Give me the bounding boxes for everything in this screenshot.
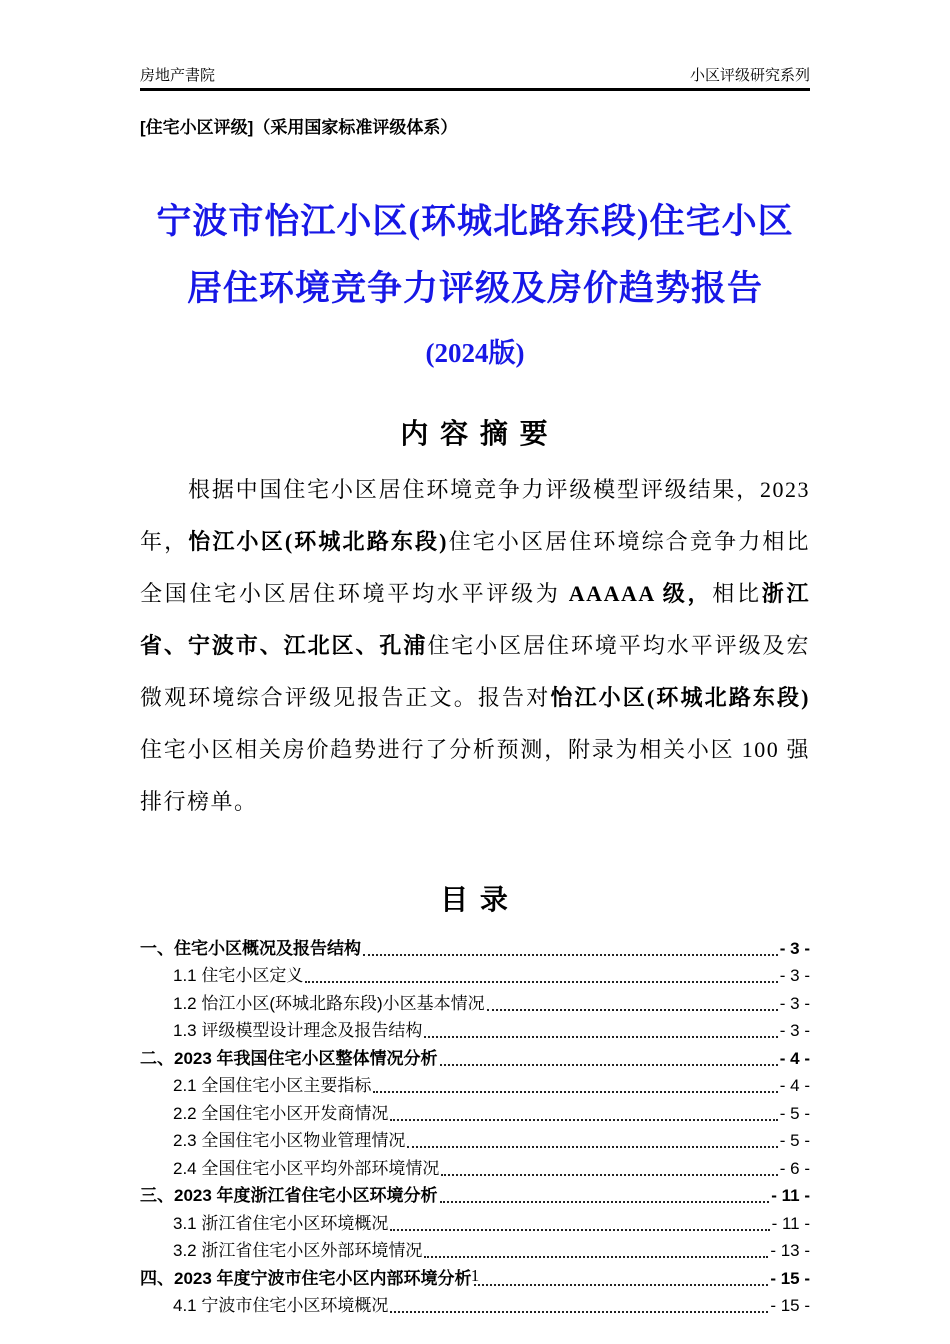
header-left-label: 房地产書院 — [140, 67, 216, 84]
toc-entry — [140, 1125, 810, 1153]
toc-entry-page: - 11 - — [771, 1213, 810, 1233]
toc-entry-page: - 15 - — [770, 1296, 810, 1315]
toc-heading: 目 录 — [440, 884, 510, 915]
dot-leader — [305, 981, 777, 983]
dot-leader — [390, 1311, 768, 1313]
toc-entry-page: - 13 - — [770, 1241, 810, 1260]
toc-entry-label: 2.1 全国住宅小区主要指标 — [173, 1076, 372, 1095]
toc-entry-page: - 3 - — [779, 966, 810, 985]
toc-entry — [140, 1015, 810, 1043]
report-edition: (2024版) — [425, 338, 525, 368]
table-of-contents — [140, 932, 810, 1317]
toc-entry-page: - 3 - — [779, 1021, 810, 1040]
toc-entry — [140, 987, 810, 1015]
toc-entry — [140, 960, 810, 988]
toc-entry-label: 4.1 宁波市住宅小区环境概况 — [173, 1296, 389, 1315]
toc-entry — [140, 1042, 810, 1070]
report-title — [140, 188, 810, 322]
rating-system-label: [住宅小区评级]（采用国家标准评级体系） — [140, 118, 458, 137]
header-right-label: 小区评级研究系列 — [689, 67, 810, 84]
toc-entry-label: 一、住宅小区概况及报告结构 — [140, 938, 361, 958]
dot-leader — [440, 1201, 770, 1203]
toc-entry-page: - 4 - — [779, 1076, 810, 1095]
toc-entry-label: 四、2023 年度宁波市住宅小区内部环境分析 — [140, 1268, 472, 1288]
page-header — [140, 66, 810, 91]
toc-entry-page: - 5 - — [779, 1103, 810, 1123]
toc-entry — [140, 1070, 810, 1098]
report-title-line1: 宁波市怡江小区(环城北路东段)住宅小区 — [156, 202, 794, 241]
toc-entry-page: - 3 - — [779, 938, 810, 958]
toc-entry-page: - 3 - — [779, 993, 810, 1013]
dot-leader — [390, 1119, 777, 1121]
dot-leader — [363, 954, 778, 956]
dot-leader — [373, 1091, 777, 1093]
toc-entry — [140, 1152, 810, 1180]
dot-leader — [407, 1146, 777, 1148]
toc-entry-label: 三、2023 年度浙江省住宅小区环境分析 — [140, 1186, 438, 1205]
toc-entry-label: 2.4 全国住宅小区平均外部环境情况 — [173, 1158, 440, 1178]
toc-entry-label: 1.1 住宅小区定义 — [173, 966, 304, 985]
dot-leader — [487, 1009, 778, 1011]
toc-entry-label: 3.2 浙江省住宅小区外部环境情况 — [173, 1241, 423, 1260]
toc-entry-label: 1.3 评级模型设计理念及报告结构 — [173, 1021, 423, 1040]
toc-entry-label: 2.3 全国住宅小区物业管理情况 — [173, 1131, 406, 1150]
toc-entry — [140, 1235, 810, 1263]
dot-leader — [424, 1256, 768, 1258]
toc-entry — [140, 932, 810, 960]
toc-entry-page: - 4 - — [779, 1048, 810, 1068]
toc-entry-label: 二、2023 年我国住宅小区整体情况分析 — [140, 1048, 438, 1068]
toc-entry — [140, 1207, 810, 1235]
page-number: 1 — [470, 1266, 480, 1285]
toc-entry-page: - 5 - — [779, 1131, 810, 1150]
dot-leader — [440, 1064, 778, 1066]
toc-entry-label: 2.2 全国住宅小区开发商情况 — [173, 1103, 389, 1123]
dot-leader — [441, 1174, 777, 1176]
report-title-line2: 居住环境竞争力评级及房价趋势报告 — [186, 269, 763, 308]
abstract-heading: 内 容 摘 要 — [400, 418, 550, 449]
toc-entry-label: 1.2 怡江小区(环城北路东段)小区基本情况 — [173, 993, 485, 1013]
toc-entry-page: - 6 - — [779, 1158, 810, 1178]
abstract-paragraph: 根据中国住宅小区居住环境竞争力评级模型评级结果，2023 年，怡江小区(环城北路东段)住宅小区居住环境综合竞争力相比全国住宅小区居住环境平均水平评级为 AAAAA 级，相比浙江省、宁波市、江北区、孔浦住宅小区居住环境平均水平评级及宏微观环境综合评级见报告正文。报告对怡江小区(环城北路东段)住宅小区相关房价趋势进行了分析预测，附录为相关小区 100 强排行榜单。 — [140, 477, 810, 814]
toc-entry — [140, 1097, 810, 1125]
toc-entry — [140, 1180, 810, 1208]
dot-leader — [424, 1036, 777, 1038]
dot-leader — [390, 1229, 769, 1231]
toc-entry — [140, 1290, 810, 1318]
toc-entry-page: - 11 - — [771, 1186, 810, 1205]
toc-entry-label: 3.1 浙江省住宅小区环境概况 — [173, 1213, 389, 1233]
toc-entry-page: - 15 - — [770, 1268, 810, 1288]
